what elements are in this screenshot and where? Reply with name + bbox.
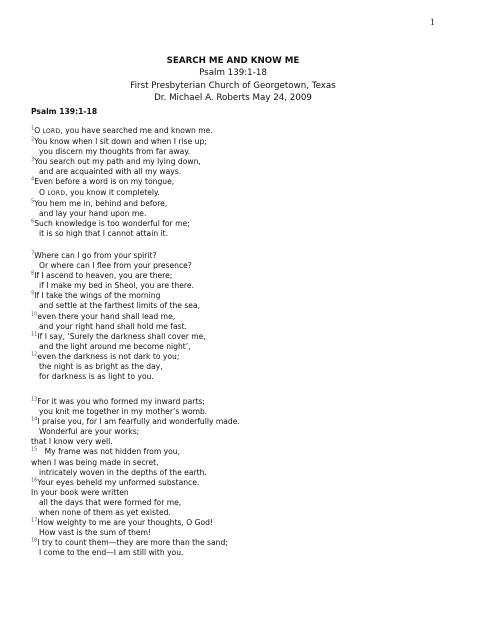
verse-text: , you know it completely. (65, 187, 160, 197)
reading-heading: Psalm 139:1-18 (31, 107, 98, 116)
verse-text: and are acquainted with all my ways. (39, 167, 182, 177)
verse-line (31, 417, 240, 427)
verse-number: 13 (31, 396, 38, 403)
verse-number: 3 (31, 156, 35, 163)
verse-text: O (39, 187, 48, 197)
verse-line (31, 342, 206, 352)
verse-text: if I make my bed in Sheol, you are there. (39, 281, 194, 291)
verse-text: for darkness is as light to you. (39, 372, 154, 382)
verse-text: Wonderful are your works; (39, 427, 140, 437)
verse-line (31, 209, 213, 219)
verse-line (31, 271, 206, 281)
verse-number: 10 (31, 311, 38, 318)
verse-text: the night is as bright as the day, (39, 362, 163, 372)
verse-text: and your right hand shall hold me fast. (39, 321, 187, 331)
verse-line (31, 126, 213, 137)
church-name: First Presbyterian Church of Georgetown, Texas (130, 80, 336, 91)
verse-text: it is so high that I cannot attain it. (39, 228, 169, 238)
verse-text: If I take the wings of the morning (34, 291, 161, 301)
verse-number: 14 (31, 416, 38, 423)
stanza-3 (31, 397, 240, 559)
verse-text: For it was you who formed my inward parts; (37, 397, 205, 406)
verse-number: 7 (31, 250, 35, 257)
sermon-title: SEARCH ME AND KNOW ME (166, 56, 300, 66)
page-number: 1 (430, 17, 435, 27)
verse-number: 6 (31, 218, 35, 225)
verse-number: 9 (31, 290, 35, 297)
verse-text: You know when I sit down and when I rise up; (34, 137, 207, 147)
verse-line (31, 397, 240, 407)
verse-line (31, 468, 240, 478)
verse-text: and settle at the farthest limits of the sea, (39, 301, 201, 311)
verse-text: and the light around me become night’, (39, 341, 191, 351)
verse-line (31, 458, 240, 468)
verse-line (31, 251, 206, 261)
verse-text: How vast is the sum of them! (39, 528, 152, 538)
verse-line (31, 229, 213, 239)
verse-line (31, 199, 213, 209)
verse-number: 15 (31, 446, 38, 453)
stanza-2 (31, 251, 206, 382)
verse-line (31, 372, 206, 382)
verse-line (31, 281, 206, 291)
verse-number: 12 (31, 351, 38, 358)
verse-line (31, 427, 240, 437)
verse-text: I try to count them—they are more than the sand; (37, 538, 228, 548)
verse-line (31, 352, 206, 362)
verse-number: 17 (31, 517, 38, 524)
verse-text: even there your hand shall lead me, (37, 311, 176, 321)
divine-name-smallcaps: LORD (47, 189, 66, 197)
verse-text: I come to the end—I am still with you. (39, 548, 184, 558)
verse-text: even the darkness is not dark to you; (37, 351, 180, 361)
verse-text: and lay your hand upon me. (39, 208, 147, 218)
verse-text: In your book were written (31, 487, 129, 497)
verse-line (31, 167, 213, 177)
verse-number: 18 (31, 537, 38, 544)
verse-line (31, 219, 213, 229)
verse-text: You search out my path and my lying down, (34, 157, 201, 167)
verse-text: you discern my thoughts from far away. (39, 147, 191, 157)
verse-text: all the days that were formed for me, (39, 497, 182, 507)
verse-text: you knit me together in my mother’s womb. (39, 407, 208, 417)
verse-line (31, 322, 206, 332)
verse-line (31, 362, 206, 372)
verse-text: , you have searched me and known me. (60, 126, 213, 135)
sermon-header (0, 55, 495, 104)
verse-text: I praise you, for I am fearfully and wonderfully made. (37, 417, 240, 427)
verse-text: If I say, ‘Surely the darkness shall cover me, (37, 331, 206, 341)
verse-text: You hem me in, behind and before, (34, 198, 168, 208)
verse-line (31, 137, 213, 147)
verse-text: How weighty to me are your thoughts, O God! (37, 518, 213, 528)
verse-line (31, 147, 213, 157)
verse-number: 8 (31, 270, 35, 277)
scripture-reference: Psalm 139:1-18 (199, 68, 267, 79)
verse-line (31, 332, 206, 342)
verse-number: 1 (31, 125, 35, 132)
verse-text: Even before a word is on my tongue, (34, 177, 175, 187)
verse-line (31, 312, 206, 322)
verse-line (31, 548, 240, 558)
verse-number: 4 (31, 176, 35, 183)
preacher-and-date: Dr. Michael A. Roberts May 24, 2009 (154, 92, 312, 103)
verse-text: when I was being made in secret, (31, 457, 159, 467)
verse-line (31, 498, 240, 508)
verse-text: Or where can I flee from your presence? (39, 261, 192, 271)
verse-line (31, 177, 213, 187)
verse-line (31, 291, 206, 301)
verse-line (31, 488, 240, 498)
verse-text: Such knowledge is too wonderful for me; (34, 218, 190, 228)
verse-line (31, 407, 240, 417)
verse-text: My frame was not hidden from you, (37, 447, 181, 457)
verse-line (31, 437, 240, 447)
stanza-1 (31, 126, 213, 239)
verse-line (31, 528, 240, 538)
divine-name-smallcaps: LORD (42, 128, 61, 135)
verse-number: 2 (31, 136, 35, 143)
verse-text: that I know very well. (31, 437, 113, 447)
verse-line (31, 478, 240, 488)
verse-line (31, 508, 240, 518)
verse-text: O (34, 126, 43, 135)
verse-line (31, 157, 213, 167)
verse-number: 16 (31, 477, 38, 484)
verse-line (31, 261, 206, 271)
verse-text: intricately woven in the depths of the earth. (39, 467, 207, 477)
verse-text: If I ascend to heaven, you are there; (34, 271, 173, 281)
verse-line (31, 538, 240, 548)
verse-line (31, 518, 240, 528)
verse-text: when none of them as yet existed. (39, 508, 171, 518)
verse-number: 11 (31, 331, 38, 338)
verse-text: Your eyes beheld my unformed substance. (37, 477, 200, 487)
verse-line (31, 188, 213, 199)
verse-number: 5 (31, 198, 35, 205)
verse-line (31, 447, 240, 457)
verse-line (31, 301, 206, 311)
verse-text: Where can I go from your spirit? (34, 251, 157, 260)
